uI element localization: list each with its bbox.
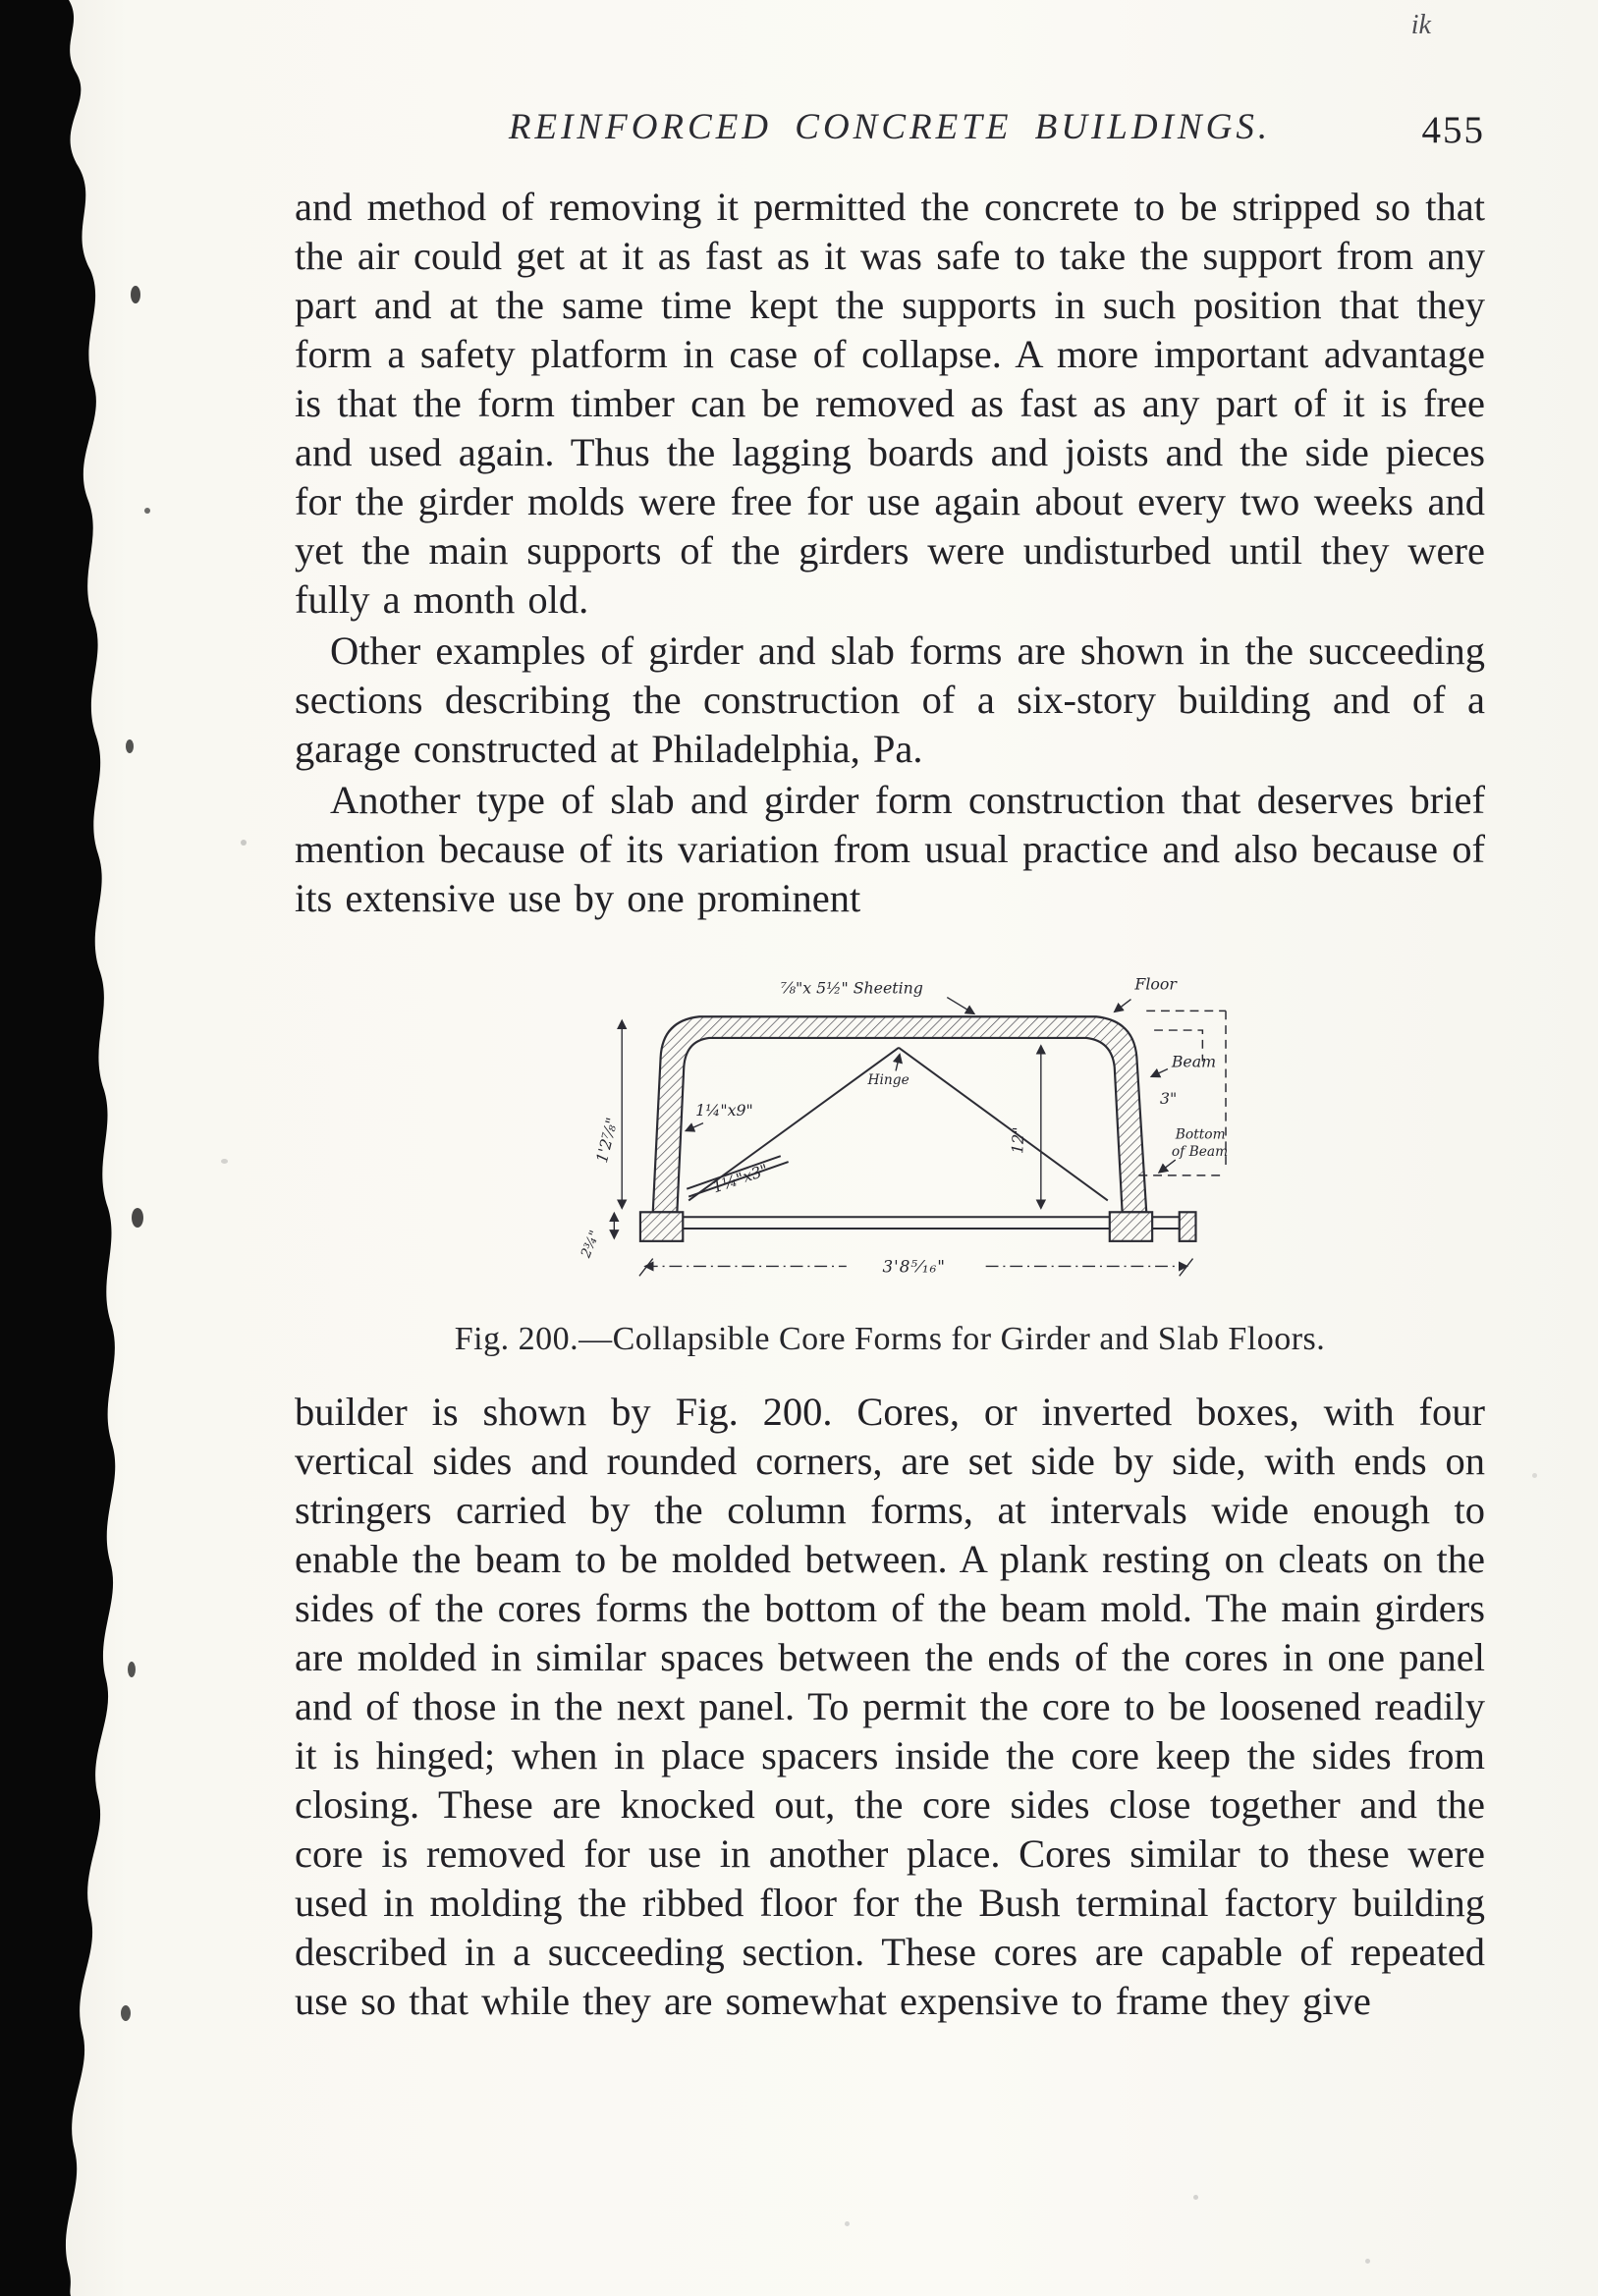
- figure-200: [295, 968, 1485, 1358]
- page-header: [295, 106, 1485, 157]
- core-form-outline: [640, 1016, 1196, 1241]
- body-text-lower: [295, 1388, 1485, 2026]
- paragraph-1: and method of removing it permitted the concrete to be stripped so that the air could get at it as fast as it was safe to take the support from any part and at the same time kept the supports in such position that they form a safety platform in case of collapse. A more important advantage is that the form timber can be removed as fast as any part of it is free and used again. Thus the lagging boards and joists and the side pieces for the girder molds were free for use again about every two weeks and yet the main supports of the girders were undisturbed until they were fully a month old.: [295, 185, 1485, 622]
- label-side-stud: 1¼"x9": [695, 1100, 753, 1120]
- running-title: REINFORCED CONCRETE BUILDINGS.: [508, 107, 1272, 147]
- label-floor: Floor: [1134, 974, 1177, 994]
- label-beam: Beam: [1171, 1052, 1217, 1071]
- figure-caption: Fig. 200.—Collapsible Core Forms for Girder and Slab Floors.: [454, 1321, 1326, 1357]
- handwritten-corner-mark: ik: [1410, 10, 1431, 40]
- page-number: 455: [1421, 109, 1485, 151]
- label-beam-offset: 3": [1160, 1088, 1178, 1108]
- scan-binding-artifact: [0, 0, 167, 2296]
- label-width: 3'8⁵⁄₁₆": [882, 1256, 946, 1277]
- scan-speck: [1193, 2195, 1198, 2200]
- scan-speck: [1365, 2259, 1370, 2264]
- figure-200-diagram: [560, 968, 1238, 1297]
- label-height: 1'2⅞": [591, 1115, 622, 1165]
- label-foot-height: 2¾": [578, 1228, 604, 1261]
- paragraph-3: Another type of slab and girder form construction that deserves brief mention because of its variation from usual practice and also because of its extensive use by one prominent: [295, 778, 1485, 920]
- page-content: [295, 0, 1485, 2026]
- label-bottom-cleat: 1¼"x3": [709, 1160, 771, 1197]
- label-hinge: Hinge: [867, 1072, 909, 1089]
- label-sheeting: ⅞"x 5½" Sheeting: [780, 978, 923, 998]
- scan-speck: [221, 1159, 228, 1164]
- label-bottom-of-beam-line2: of Beam: [1171, 1144, 1229, 1161]
- body-text-upper: [295, 183, 1485, 923]
- label-depth: 12": [1008, 1126, 1028, 1155]
- label-bottom-of-beam-line1: Bottom: [1175, 1126, 1226, 1143]
- paragraph-2: Other examples of girder and slab forms are shown in the succeeding sections describing the construction of a six-story building and of a garage constructed at Philadelphia, Pa.: [295, 629, 1485, 771]
- scan-speck: [241, 840, 247, 846]
- paragraph-4: builder is shown by Fig. 200. Cores, or inverted boxes, with four vertical sides and rounded corners, are set side by side, with ends on stringers carried by the column forms, at intervals wide enough to enable the beam to be molded between. A plank resting on cleats on the sides of the cores forms the bottom of the beam mold. The main girders are molded in similar spaces between the ends of the cores in one panel and of those in the next panel. To permit the core to be loosened readily it is hinged; when in place spacers inside the core keep the sides from closing. These are knocked out, the core sides close together and the core is removed for use in another place. Cores similar to these were used in molding the ribbed floor for the Bush terminal factory building described in a succeeding section. These cores are capable of repeated use so that while they are somewhat expensive to frame they give: [295, 1390, 1485, 2023]
- scan-speck: [845, 2221, 850, 2226]
- scan-speck: [1532, 1473, 1537, 1478]
